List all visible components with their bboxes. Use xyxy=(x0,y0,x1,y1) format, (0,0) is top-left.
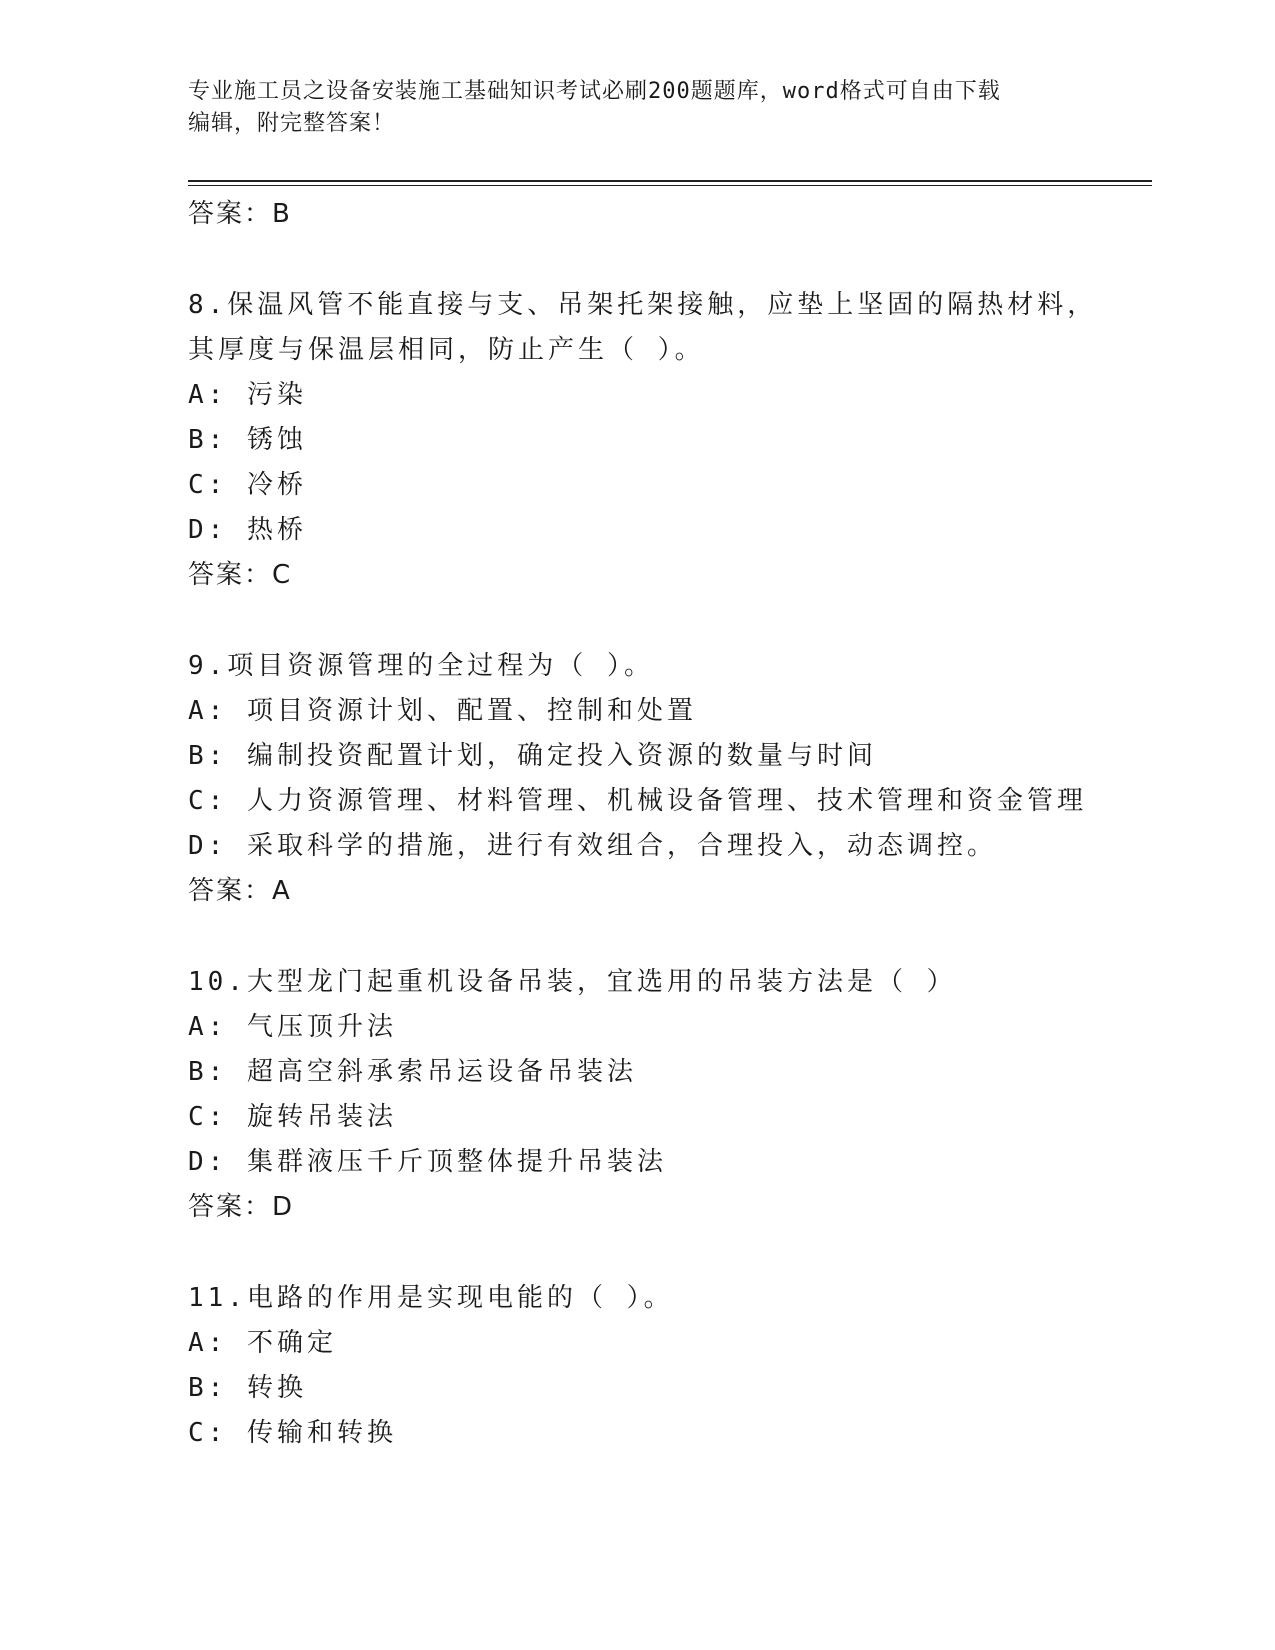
option-a: A: 气压顶升法 xyxy=(188,1012,397,1042)
option-c: C: 传输和转换 xyxy=(188,1418,397,1448)
option-d: D: 热桥 xyxy=(188,515,307,545)
question-11 xyxy=(188,1276,1152,1456)
header-title-line-2: 编辑，附完整答案！ xyxy=(188,111,396,136)
option-c: C: 人力资源管理、材料管理、机械设备管理、技术管理和资金管理 xyxy=(188,786,1087,816)
question-stem-line-1: 10.大型龙门起重机设备吊装，宜选用的吊装方法是（ ） xyxy=(188,967,957,997)
option-a: A: 不确定 xyxy=(188,1328,337,1358)
option-c: C: 旋转吊装法 xyxy=(188,1102,397,1132)
question-answer: 答案：A xyxy=(188,876,292,906)
option-b: B: 编制投资配置计划，确定投入资源的数量与时间 xyxy=(188,741,877,771)
option-b: B: 转换 xyxy=(188,1373,307,1403)
option-d: D: 集群液压千斤顶整体提升吊装法 xyxy=(188,1147,667,1177)
previous-answer: 答案：B xyxy=(188,199,292,229)
option-c: C: 冷桥 xyxy=(188,470,307,500)
option-a: A: 污染 xyxy=(188,380,307,410)
question-answer: 答案：C xyxy=(188,560,293,590)
question-8 xyxy=(188,283,1152,598)
question-stem-line-2: 其厚度与保温层相同，防止产生（ ）。 xyxy=(188,335,705,365)
option-b: B: 锈蚀 xyxy=(188,425,307,455)
question-stem-line-1: 11.电路的作用是实现电能的（ ）。 xyxy=(188,1283,674,1313)
question-10 xyxy=(188,960,1152,1230)
option-d: D: 采取科学的措施，进行有效组合，合理投入，动态调控。 xyxy=(188,831,997,861)
option-a: A: 项目资源计划、配置、控制和处置 xyxy=(188,696,697,726)
question-list xyxy=(188,192,1152,1456)
question-stem-line-1: 9.项目资源管理的全过程为（ ）。 xyxy=(188,651,654,681)
header-title-line-1: 专业施工员之设备安装施工基础知识考试必刷200题题库，word格式可自由下载 xyxy=(188,79,1001,104)
document-header xyxy=(188,76,1152,140)
header-divider xyxy=(188,180,1152,186)
question-answer: 答案：D xyxy=(188,1192,295,1222)
question-stem-line-1: 8.保温风管不能直接与支、吊架托架接触，应垫上坚固的隔热材料， xyxy=(188,290,1098,320)
option-b: B: 超高空斜承索吊运设备吊装法 xyxy=(188,1057,637,1087)
question-9 xyxy=(188,644,1152,914)
